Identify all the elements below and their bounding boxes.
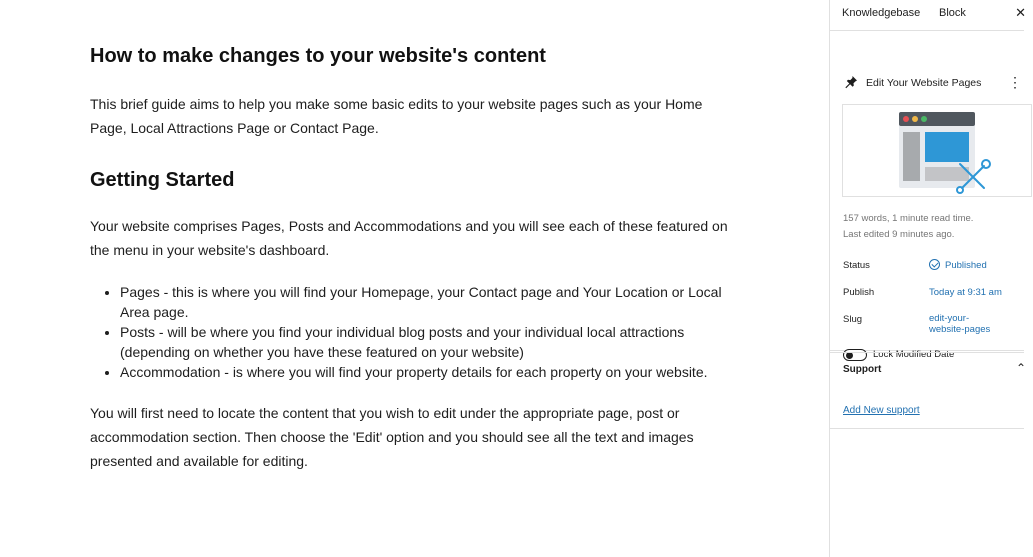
status-value-text: Published (945, 260, 987, 271)
post-meta (843, 211, 973, 243)
website-illustration (843, 105, 1033, 198)
paragraph[interactable]: You will first need to locate the content that you wish to edit under the appropriate page, post or accommodation section. Then choose the 'Edit' option and you should see all the text and images presented and available for editing. (90, 405, 694, 469)
slug-value[interactable] (929, 313, 990, 335)
list-item[interactable]: • Pages - this is where you will find your Homepage, your Contact page and Your Location or Local Area page. (120, 282, 730, 322)
featured-image[interactable] (842, 104, 1032, 197)
close-icon[interactable]: ✕ (1015, 5, 1026, 20)
post-content (90, 42, 730, 473)
intro-paragraph[interactable]: This brief guide aims to help you make some basic edits to your website pages such as your Home Page, Local Attractions Page or Contact Page. (90, 96, 703, 136)
last-edited: Last edited 9 minutes ago. (843, 229, 955, 240)
publish-label: Publish (843, 287, 875, 298)
tab-block[interactable]: Block (939, 7, 966, 19)
post-title: Edit Your Website Pages (866, 77, 982, 89)
chevron-up-icon[interactable]: ⌃ (1015, 361, 1026, 375)
support-panel-title[interactable]: Support (843, 364, 882, 375)
more-options-icon[interactable]: ⋮ (1008, 74, 1022, 90)
publish-value[interactable]: Today at 9:31 am (929, 287, 1002, 298)
slug-value-line1: edit-your- (929, 313, 970, 324)
add-new-support-link[interactable]: Add New support (843, 405, 920, 416)
sidebar-tabs (830, 0, 1024, 31)
pin-icon (844, 75, 858, 89)
status-label: Status (843, 260, 870, 271)
paragraph[interactable]: Your website comprises Pages, Posts and Accommodations and you will see each of these featured on the menu in your website's dashboard. (90, 218, 728, 258)
list-item[interactable]: • Posts - will be where you find your individual blog posts and your individual local attractions (depending on whether you have these featured on your website) (120, 322, 730, 362)
status-value[interactable] (929, 259, 987, 271)
tab-knowledgebase[interactable]: Knowledgebase (842, 7, 921, 19)
slug-label: Slug (843, 314, 863, 325)
word-count: 157 words, 1 minute read time. (843, 213, 974, 224)
settings-sidebar (829, 0, 1024, 557)
support-panel (830, 352, 1024, 429)
list-item[interactable]: • Accommodation - is where you will find your property details for each property on your website. (120, 362, 730, 382)
post-heading[interactable]: How to make changes to your website's content (90, 45, 546, 67)
post-summary-panel (830, 31, 1024, 360)
post-title-row (844, 73, 1024, 93)
published-check-icon (929, 259, 940, 270)
slug-value-line2: website-pages (929, 324, 991, 335)
bullet-list[interactable] (120, 282, 730, 382)
getting-started-heading[interactable]: Getting Started (90, 169, 235, 191)
lock-modified-date-label: Lock Modified Date (873, 349, 955, 360)
